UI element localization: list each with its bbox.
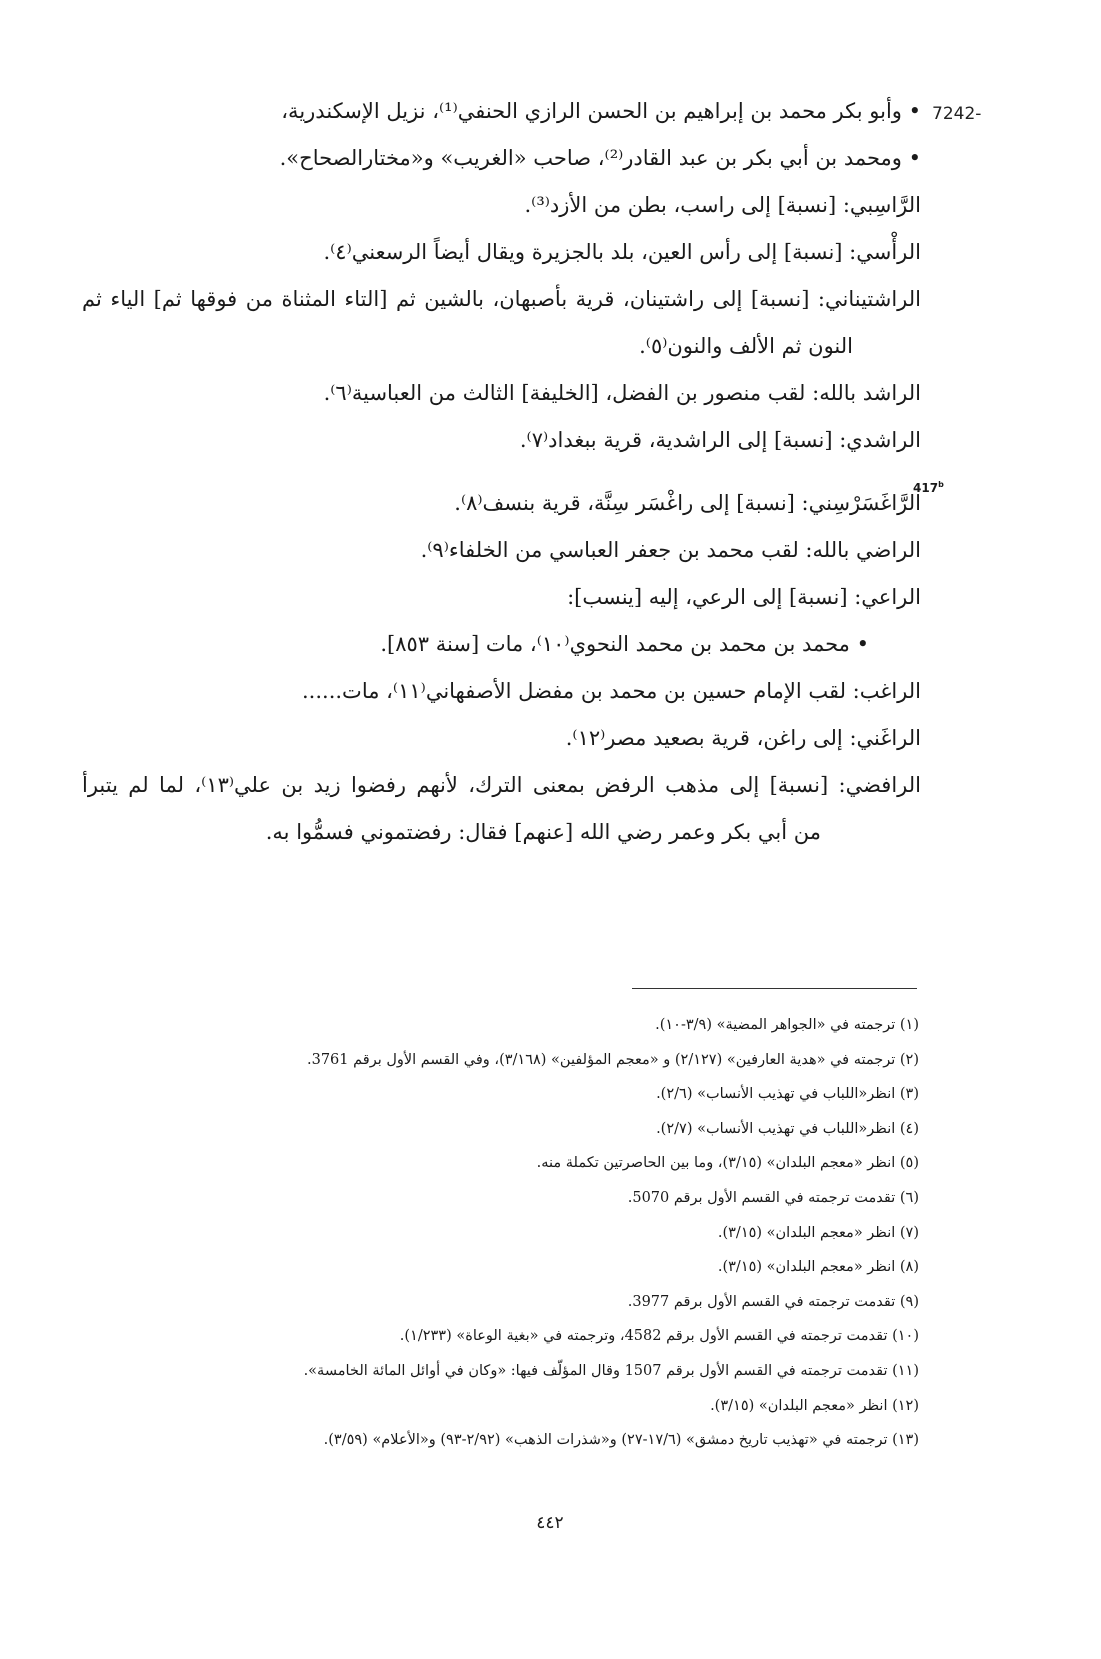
text-line: الراضي بالله: لقب محمد بن جعفر العباسي من الخلفاء⁽٩⁾.: [420, 538, 921, 562]
footnotes: [150, 1008, 919, 1458]
footnote: (١١) تقدمت ترجمته في القسم الأول برقم 1507 وقال المؤلّف فيها: «وكان في أوائل المائة الخامسة».: [303, 1362, 919, 1379]
text-line: الراغَني: إلى راغن، قرية بصعيد مصر⁽١٢⁾.: [565, 726, 921, 750]
text-line: الرَّاغَسَرْسِني: [نسبة] إلى راغْسَر سِنَّة، قرية بنسف⁽٨⁾.: [454, 491, 921, 515]
text-line: الراعي: [نسبة] إلى الرعي، إليه [ينسب]:: [567, 585, 921, 609]
text-line: من أبي بكر وعمر رضي الله [عنهم] فقال: رفضتموني فسمُّوا به.: [265, 820, 821, 844]
footnote: (١) ترجمته في «الجواهر المضية» (٣/٩-١٠).: [655, 1017, 919, 1033]
entry-number: 7242-: [932, 104, 982, 124]
text-line: الراشتيناني: [نسبة] إلى راشتينان، قرية بأصبهان، بالشين ثم [التاء المثناة من فوقها ثم] الياء ثم: [82, 287, 921, 311]
text-line: الرَّاسِبي: [نسبة] إلى راسب، بطن من الأزد⁽³⁾.: [524, 193, 921, 217]
text-line: الراشدي: [نسبة] إلى الراشدية، قرية ببغداد⁽٧⁾.: [519, 428, 921, 452]
text-line: الرأْسي: [نسبة] إلى رأس العين، بلد بالجزيرة ويقال أيضاً الرسعني⁽٤⁾.: [323, 240, 921, 264]
text-line: الرافضي: [نسبة] إلى مذهب الرفض بمعنى الترك، لأنهم رفضوا زيد بن علي⁽١٣⁾، لما لم يتبرأ: [82, 773, 921, 797]
text-line: • وأبو بكر محمد بن إبراهيم بن الحسن الرازي الحنفي⁽¹⁾، نزيل الإسكندرية،: [281, 99, 921, 123]
folio-marker: [913, 480, 944, 495]
text-line: • ومحمد بن أبي بكر بن عبد القادر⁽²⁾، صاحب «الغريب» و«مختارالصحاح».: [279, 146, 921, 170]
footnote: (١٣) ترجمته في «تهذيب تاريخ دمشق» (١٧/٦-٢٧) و«شذرات الذهب» (٢/٩٢-٩٣) و«الأعلام» (٣/٥٩).: [323, 1432, 919, 1449]
text-line: الراشد بالله: لقب منصور بن الفضل، [الخليفة] الثالث من العباسية⁽٦⁾.: [323, 381, 921, 405]
page-number: ٤٤٢: [536, 1513, 564, 1533]
footnote: (٢) ترجمته في «هدية العارفين» (٢/١٢٧) و «معجم المؤلفين» (٣/١٦٨)، وفي القسم الأول برقم 3761.: [306, 1051, 919, 1068]
text-line: النون ثم الألف والنون⁽٥⁾.: [639, 334, 853, 358]
footnote: (٦) تقدمت ترجمته في القسم الأول برقم 5070.: [627, 1189, 919, 1206]
footnote: (٤) انظر«اللباب في تهذيب الأنساب» (٢/٧).: [656, 1120, 919, 1137]
footnote: (٣) انظر«اللباب في تهذيب الأنساب» (٢/٦).: [656, 1086, 919, 1103]
footnote: (١٢) انظر «معجم البلدان» (٣/١٥).: [710, 1397, 919, 1414]
text-line: الراغب: لقب الإمام حسين بن محمد بن مفضل الأصفهاني⁽١١⁾، مات......: [302, 679, 921, 703]
footnote: (٨) انظر «معجم البلدان» (٣/١٥).: [717, 1259, 919, 1276]
folio-number: 417: [913, 481, 939, 495]
folio-side: b: [938, 480, 944, 489]
footnote: (١٠) تقدمت ترجمته في القسم الأول برقم 4582، وترجمته في «بغية الوعاة» (١/٢٣٣).: [399, 1328, 919, 1345]
text-line: • محمد بن محمد بن محمد النحوي⁽١٠⁾، مات [سنة ٨٥٣].: [380, 632, 869, 656]
footnote: (٧) انظر «معجم البلدان» (٣/١٥).: [717, 1224, 919, 1241]
footnote-separator: [632, 988, 917, 989]
footnote: (٥) انظر «معجم البلدان» (٣/١٥)، وما بين الحاصرتين تكملة منه.: [536, 1155, 919, 1172]
main-text: [82, 88, 921, 856]
footnote: (٩) تقدمت ترجمته في القسم الأول برقم 3977.: [627, 1293, 919, 1310]
